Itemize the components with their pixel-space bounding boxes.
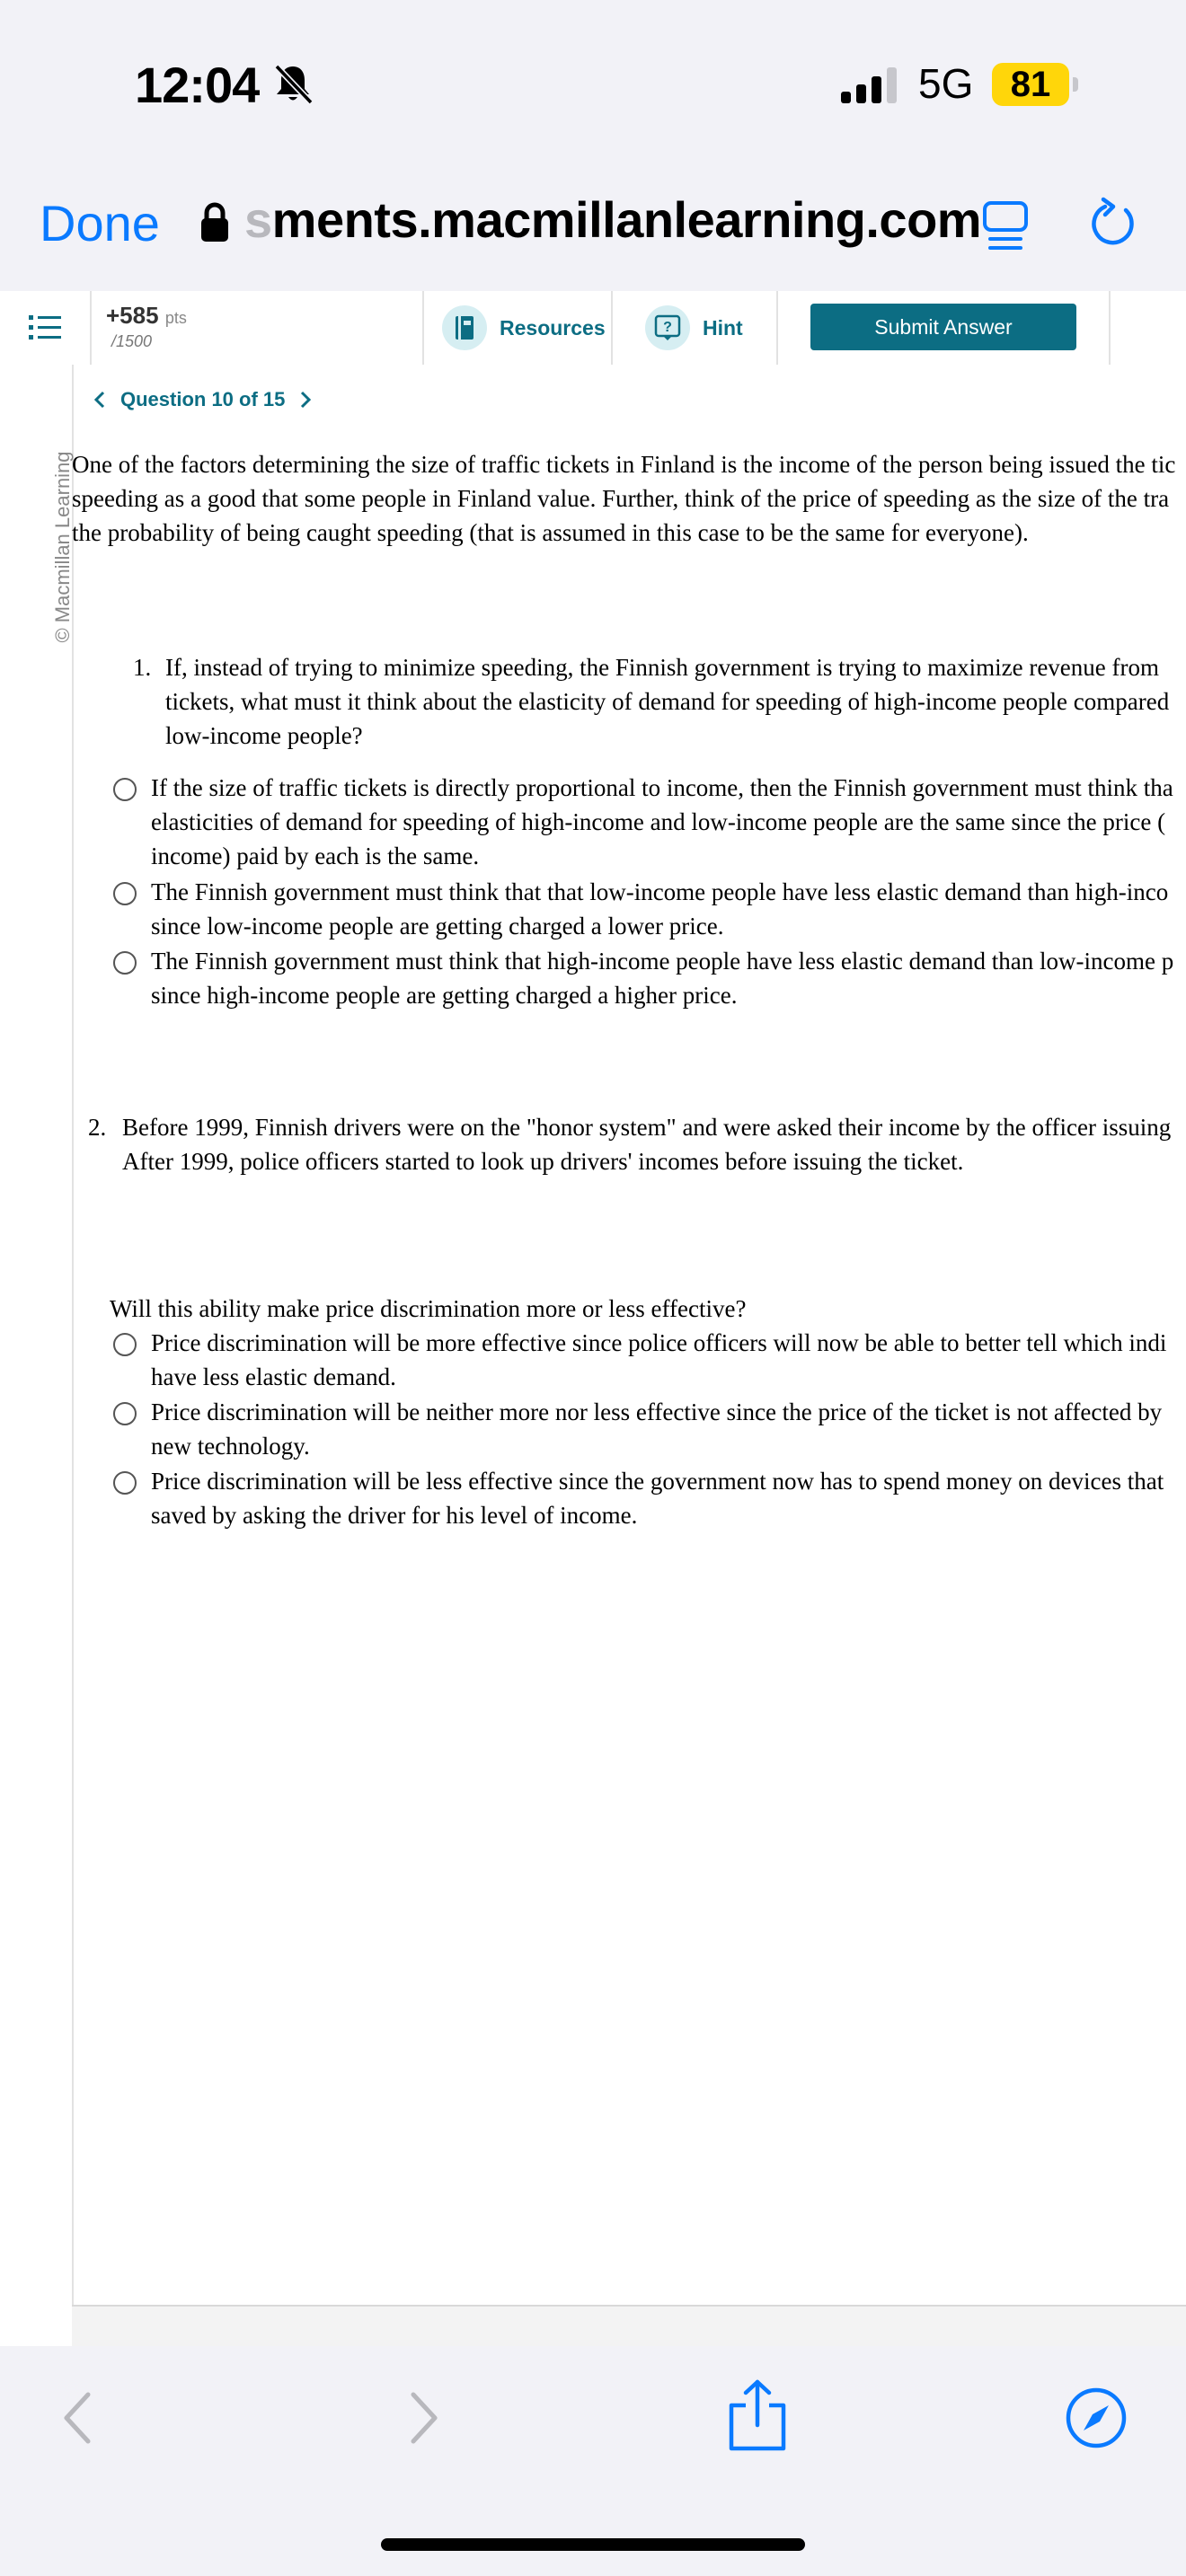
resources-button[interactable] [442, 302, 606, 354]
submit-answer-button[interactable]: Submit Answer [810, 304, 1076, 350]
question-text [122, 1110, 1171, 1178]
assignment-toolbar [0, 291, 1186, 366]
question-navigator [93, 388, 312, 411]
option-line: Price discrimination will be less effective since the government now has to spend money on devices that [151, 1468, 1164, 1495]
option-label [151, 771, 1173, 873]
question-intro [72, 447, 1175, 550]
intro-line: the probability of being caught speeding (that is assumed in this case to be the same for everyone). [72, 519, 1029, 546]
question-content [0, 365, 1186, 2346]
question-counter: Question 10 of 15 [120, 388, 286, 410]
done-button[interactable]: Done [40, 195, 160, 251]
option-line: since low-income people are getting charged a lower price. [151, 913, 724, 940]
option-label [151, 1464, 1164, 1532]
radio-button[interactable] [113, 778, 137, 801]
option-line: have less elastic demand. [151, 1363, 396, 1390]
menu-button[interactable] [0, 291, 92, 365]
question-line: tickets, what must it think about the elasticity of demand for speeding of high-income people compared [165, 688, 1170, 715]
score-unit: pts [164, 309, 187, 327]
radio-button[interactable] [113, 1471, 137, 1495]
signal-icon [839, 66, 902, 104]
reader-icon[interactable] [981, 198, 1031, 253]
radio-button[interactable] [113, 882, 137, 905]
option-line: income) paid by each is the same. [151, 842, 480, 869]
lock-icon [199, 201, 230, 243]
battery-cap [1073, 77, 1078, 92]
chevron-left-icon[interactable] [93, 390, 106, 410]
reload-icon[interactable] [1085, 196, 1141, 251]
share-icon[interactable] [724, 2378, 791, 2452]
content-footer-bar [72, 2305, 1186, 2346]
hint-button[interactable] [645, 302, 743, 354]
battery-level: 81 [992, 63, 1069, 106]
intro-line: speeding as a good that some people in Finland value. Further, think of the price of speeding as the size of the tra [72, 485, 1170, 512]
home-indicator [381, 2538, 805, 2551]
radio-button[interactable] [113, 1402, 137, 1425]
compass-icon[interactable] [1064, 2386, 1128, 2450]
option-line: The Finnish government must think that that low-income people have less elastic demand than high-inco [151, 878, 1169, 905]
question-text [165, 650, 1169, 753]
url-faded-text: s [244, 191, 272, 248]
toolbar-divider [776, 291, 778, 365]
status-bar [0, 0, 1186, 162]
hint-label: Hint [703, 315, 743, 340]
question-2-prompt: Will this ability make price discrimination more or less effective? [110, 1295, 747, 1322]
option-label [151, 1326, 1166, 1394]
chevron-right-icon[interactable] [299, 390, 312, 410]
option-line: new technology. [151, 1433, 310, 1460]
url-text: ments.macmillanlearning.com [271, 191, 982, 248]
toolbar-divider [611, 291, 613, 365]
toolbar-divider [1109, 291, 1111, 365]
menu-icon [27, 311, 63, 345]
question-line: low-income people? [165, 722, 363, 749]
intro-line: One of the factors determining the size of traffic tickets in Finland is the income of the person being issued the tic [72, 451, 1176, 478]
option-line: The Finnish government must think that high-income people have less elastic demand than low-income p [151, 948, 1174, 975]
left-sidebar [0, 365, 74, 2346]
question-line: After 1999, police officers started to look up drivers' incomes before issuing the ticket. [122, 1148, 964, 1175]
back-icon[interactable] [59, 2389, 95, 2447]
toolbar-divider [422, 291, 424, 365]
forward-icon[interactable] [406, 2389, 442, 2447]
score [106, 302, 187, 330]
resources-icon [442, 305, 487, 350]
radio-button[interactable] [113, 1333, 137, 1356]
hint-icon [645, 305, 690, 350]
option-line: since high-income people are getting charged a higher price. [151, 982, 738, 1009]
score-value: +585 [106, 302, 159, 329]
option-line: Price discrimination will be more effective since police officers will now be able to better tell which indi [151, 1329, 1167, 1356]
resources-label: Resources [500, 315, 606, 340]
network-type: 5G [918, 60, 974, 107]
option-label [151, 944, 1173, 1012]
question-line: If, instead of trying to minimize speeding, the Finnish government is trying to maximize revenue from [165, 654, 1160, 681]
question-number: 1. [133, 654, 152, 681]
option-line: If the size of traffic tickets is directly proportional to income, then the Finnish government must think tha [151, 774, 1173, 801]
question-line: Before 1999, Finnish drivers were on the "honor system" and were asked their income by the officer issuing [122, 1114, 1172, 1141]
option-line: elasticities of demand for speeding of high-income and low-income people are the same since the price ( [151, 808, 1166, 835]
option-line: Price discrimination will be neither more nor less effective since the price of the ticket is not affected by [151, 1398, 1163, 1425]
browser-address-bar [0, 162, 1186, 293]
option-line: saved by asking the driver for his level of income. [151, 1502, 638, 1529]
question-number: 2. [88, 1114, 107, 1141]
bell-slash-icon [270, 61, 316, 108]
url-field[interactable] [244, 190, 981, 249]
option-label [151, 875, 1168, 943]
radio-button[interactable] [113, 951, 137, 975]
copyright-text: © Macmillan Learning [51, 451, 74, 643]
svg-text:?: ? [663, 320, 672, 335]
score-total: /1500 [111, 332, 153, 350]
status-time: 12:04 [135, 57, 260, 113]
option-label [151, 1395, 1162, 1463]
